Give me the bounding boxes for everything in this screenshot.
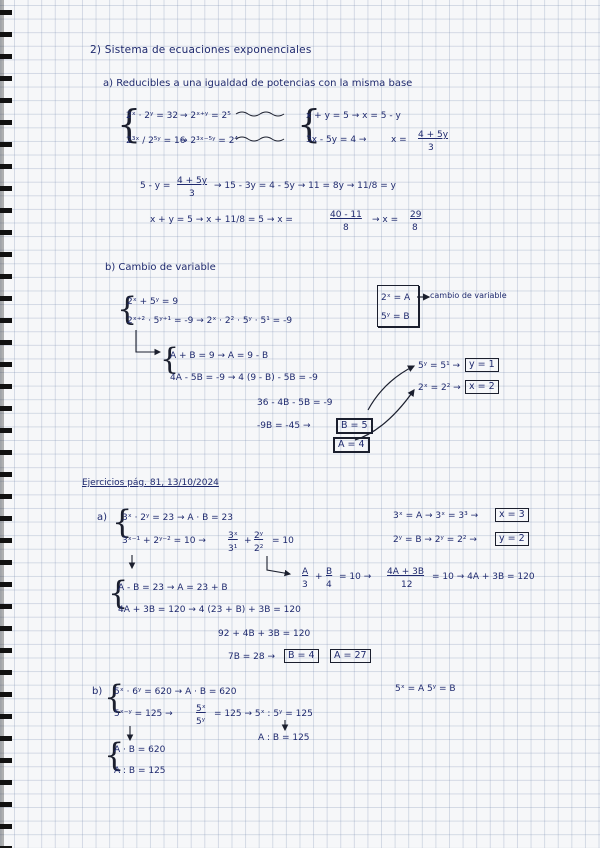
part-b-sys2: 4A - 5B = -9 → 4 (9 - B) - 5B = -9 [170,373,318,383]
variable-change-note: cambio de variable [430,291,507,300]
ex-a-eq1: 3ˣ · 2ʸ = 23 → A · B = 23 [122,513,233,523]
part-a-sub2-arrow: → x = [372,215,399,225]
part-a-x-den: 3 [428,143,434,153]
x-solve-line: 2ˣ = 2² → [418,383,461,393]
ex-a-sys2: 4A + 3B = 120 → 4 (23 + B) + 3B = 120 [118,605,301,615]
part-a-eq2: 2³ˣ / 2⁵ʸ = 16 [126,136,186,146]
part-b-r1: 36 - 4B - 5B = -9 [257,398,333,408]
box-a-label: 2ˣ = A [381,293,411,303]
ex-a-eq3-end: = 10 → 4A + 3B = 120 [432,572,535,582]
ex-a-b-result: B = 4 [284,649,319,663]
brace-b2: { [160,342,180,377]
part-a-sub1-lhs: 5 - y = [140,181,171,191]
ex-b-sys1: A · B = 620 [114,745,166,755]
ex-b-eq1: 5ˣ · 6ʸ = 620 → A · B = 620 [114,687,237,697]
b-result-box: B = 5 [336,418,373,434]
ex-b-sys2: A : B = 125 [114,766,166,776]
ex-a-frac2-den: 2² [254,544,264,554]
part-a-sys2: 3x - 5y = 4 → [306,135,367,145]
ex-a-frac5-num: 4A + 3B [387,567,425,577]
brace-a1: { [117,102,142,146]
part-a-sub2-num: 40 - 11 [330,210,362,220]
part-a-x-num: 4 + 5y [418,130,449,140]
ex-b-eq2: 5ˣ⁻ʸ = 125 → [114,709,173,719]
part-b-heading: b) Cambio de variable [105,262,216,273]
brace-ex-a1: { [112,503,133,541]
ex-a-frac1-den: 3¹ [228,544,238,554]
ex-a-plus: + [244,536,252,546]
spiral-binding [0,0,12,848]
part-a-sub1-rhs: → 15 - 3y = 4 - 5y → 11 = 8y → 11/8 = y [214,181,396,191]
part-a-sub2-num2: 29 [410,210,422,220]
part-a-step1a: → 2ˣ⁺ʸ = 2⁵ [180,111,231,121]
brace-ex-b2: { [104,736,125,774]
part-b-r2: -9B = -45 → [257,421,311,431]
brace-ex-b1: { [104,678,125,716]
ex-a-r1: 92 + 4B + 3B = 120 [218,629,311,639]
part-a-sub2-lhs: x + y = 5 → x + 11/8 = 5 → x = [150,215,293,225]
part-b-eq1: 2ˣ + 5ʸ = 9 [127,297,179,307]
ex-a-eq2: 3ˣ⁻¹ + 2ʸ⁻² = 10 → [122,536,206,546]
ex-a-frac3-num: A [302,567,309,577]
part-b-sys1: A + B = 9 → A = 9 - B [170,351,269,361]
part-a-eq1: 2ˣ · 2ʸ = 32 [126,111,179,121]
ex-a-side1: 3ˣ = A → 3ˣ = 3³ → [393,511,479,521]
ex-a-r2: 7B = 28 → [228,652,276,662]
section-title: 2) Sistema de ecuaciones exponenciales [90,44,312,56]
part-a-sub2-den: 8 [343,223,349,233]
ex-a-sys1: A - B = 23 → A = 23 + B [118,583,228,593]
ex-b-eq2-mid: = 125 → 5ˣ : 5ʸ = 125 [214,709,313,719]
part-a-sub2-den2: 8 [412,223,418,233]
ex-a-y-result: y = 2 [495,532,529,546]
ex-a-eq3-mid: = 10 → [339,572,372,582]
x-result-box: x = 2 [465,380,499,394]
ex-a-a-result: A = 27 [330,649,371,663]
part-a-sub1-num: 4 + 5y [177,176,208,186]
ex-a-label: a) [97,512,108,523]
ex-a-x-result: x = 3 [495,508,529,522]
exercise-heading: Ejercicios pág. 81, 13/10/2024 [82,478,219,488]
ex-a-eq2-end: = 10 [272,536,294,546]
y-result-box: y = 1 [465,358,499,372]
ex-b-frac-num: 5ˣ [196,704,206,714]
part-a-x-eq: x = [391,135,407,145]
ex-b-result: A : B = 125 [258,733,310,743]
y-solve-line: 5ʸ = 5¹ → [418,361,461,371]
ex-a-side2: 2ʸ = B → 2ʸ = 2² → [393,535,477,545]
a-result-box: A = 4 [333,437,370,453]
part-a-step1b: → 2³ˣ⁻⁵ʸ = 2⁴ [180,136,239,146]
ex-a-frac4-num: B [326,567,333,577]
ex-a-frac1-num: 3ˣ [228,531,238,541]
part-a-sub1-den: 3 [189,189,195,199]
ex-a-frac3-den: 3 [302,580,308,590]
brace-a2: { [297,102,322,146]
box-b-label: 5ʸ = B [381,312,410,322]
ex-a-frac4-den: 4 [326,580,332,590]
part-b-eq2: 2ˣ⁺² · 5ʸ⁺¹ = -9 → 2ˣ · 2² · 5ʸ · 5¹ = -9 [127,316,293,326]
ex-b-frac-den: 5ʸ [196,717,206,727]
part-a-sys1: x + y = 5 → x = 5 - y [306,111,401,121]
brace-b1: { [117,290,138,328]
ex-b-side: 5ˣ = A 5ʸ = B [395,684,456,694]
part-a-heading: a) Reducibles a una igualdad de potencias con la misma base [103,78,413,89]
ex-a-plus2: + [315,572,323,582]
brace-ex-a2: { [108,574,129,612]
ex-a-frac5-den: 12 [401,580,413,590]
ex-a-frac2-num: 2ʸ [254,531,264,541]
ex-b-label: b) [92,686,103,697]
